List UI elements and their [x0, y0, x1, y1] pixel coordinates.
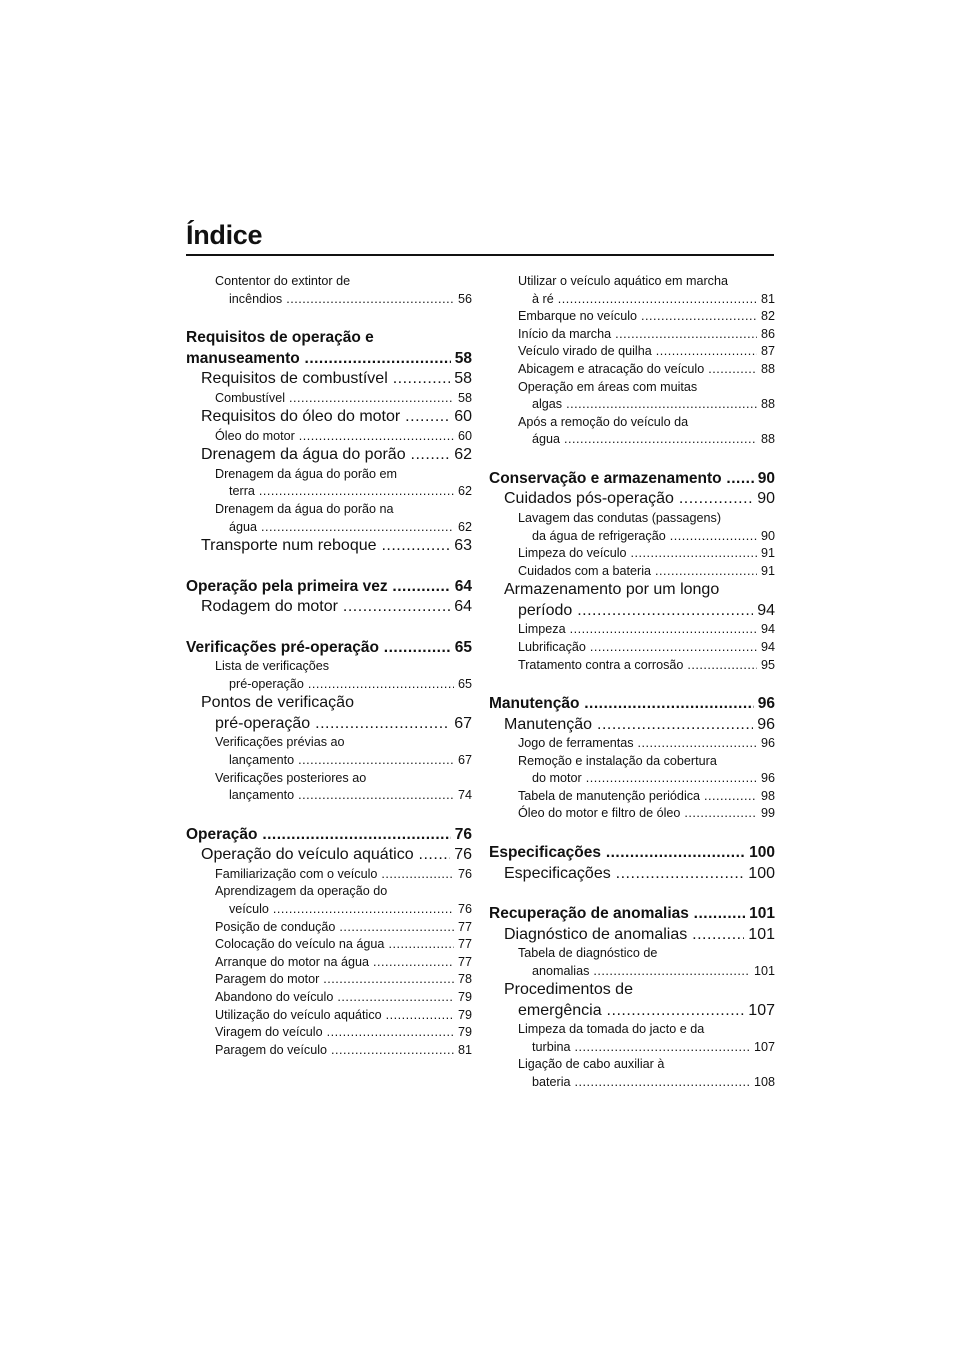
title-rule: [186, 254, 774, 256]
toc-subsection[interactable]: [489, 621, 775, 639]
toc-page-number: 96: [760, 771, 775, 786]
toc-page-number: 67: [457, 753, 472, 768]
toc-subsection[interactable]: [489, 510, 775, 545]
toc-entry-text: Tratamento contra a corrosão .....: [518, 657, 757, 675]
toc-subsection[interactable]: [186, 1007, 472, 1025]
toc-entry-text: Recuperação de anomalias .....: [489, 904, 745, 925]
toc-subsection[interactable]: [489, 735, 775, 753]
toc-page-number: 101: [749, 905, 775, 923]
toc-page-number: 62: [457, 519, 472, 534]
toc-entry-text: Início da marcha .....: [518, 326, 757, 344]
toc-section[interactable]: [186, 369, 472, 390]
toc-page-number: 76: [457, 866, 472, 881]
toc-entry-text: Após a remoção do veículo da: [518, 414, 689, 429]
toc-subsection[interactable]: [489, 563, 775, 581]
toc-subsection[interactable]: [489, 1056, 775, 1091]
toc-entry-text: à ré .....: [532, 291, 757, 309]
toc-entry-text: Viragem do veículo .....: [215, 1024, 454, 1042]
toc-entry-text: Manutenção .....: [489, 694, 754, 715]
toc-page-number: 64: [454, 598, 472, 616]
toc-entry-text: pré-operação .....: [215, 714, 450, 735]
toc-page-number: 94: [760, 622, 775, 637]
toc-entry-text: Verificações prévias ao: [215, 735, 345, 750]
toc-subsection[interactable]: [186, 1042, 472, 1060]
toc-subsection[interactable]: [489, 545, 775, 563]
toc-chapter[interactable]: [186, 577, 472, 598]
toc-page-number: 91: [760, 546, 775, 561]
toc-page-number: 56: [457, 291, 472, 306]
toc-entry-text: emergência .....: [518, 1001, 744, 1022]
toc-page-number: 98: [760, 788, 775, 803]
toc-subsection[interactable]: [186, 936, 472, 954]
toc-page-number: 79: [457, 1025, 472, 1040]
toc-page-number: 79: [457, 1007, 472, 1022]
toc-entry-text: Ligação de cabo auxiliar à: [518, 1057, 665, 1072]
toc-entry-text: Rodagem do motor .....: [201, 597, 450, 618]
toc-entry-text: Embarque no veículo .....: [518, 308, 757, 326]
toc-entry-text: Utilização do veículo aquático .....: [215, 1007, 454, 1025]
toc-entry-text: Aprendizagem da operação do: [215, 884, 388, 899]
toc-entry-text: Lavagem das condutas (passagens): [518, 510, 722, 525]
toc-page-number: 91: [760, 563, 775, 578]
toc-entry-text: anomalias .....: [532, 963, 750, 981]
toc-entry-text: Drenagem da água do porão na: [215, 502, 394, 517]
toc-entry-text: Cuidados com a bateria .....: [518, 563, 757, 581]
toc-entry-text: Verificações posteriores ao: [215, 770, 367, 785]
toc-chapter[interactable]: [489, 694, 775, 715]
toc-subsection[interactable]: [186, 866, 472, 884]
toc-entry-text: Tabela de manutenção periódica .....: [518, 788, 757, 806]
toc-page-number: 94: [757, 601, 775, 619]
toc-page-number: 101: [748, 925, 775, 943]
toc-section[interactable]: [489, 489, 775, 510]
toc-entry-text: Procedimentos de: [504, 981, 633, 999]
toc-entry-text: Paragem do motor .....: [215, 971, 454, 989]
toc-page-number: 95: [760, 657, 775, 672]
toc-subsection[interactable]: [186, 954, 472, 972]
toc-entry-text: bateria .....: [532, 1074, 750, 1092]
toc-entry-text: Verificações pré-operação .....: [186, 638, 451, 659]
toc-page-number: 60: [457, 428, 472, 443]
toc-page-number: 90: [757, 469, 775, 487]
toc-page-number: 65: [454, 638, 472, 656]
toc-subsection[interactable]: [186, 971, 472, 989]
toc-subsection[interactable]: [489, 361, 775, 379]
toc-entry-text: Abandono do veículo .....: [215, 989, 454, 1007]
toc-page-number: 67: [454, 714, 472, 732]
toc-page-number: 77: [457, 919, 472, 934]
toc-page-number: 77: [457, 954, 472, 969]
toc-page-number: 94: [760, 639, 775, 654]
toc-entry-text: Utilizar o veículo aquático em marcha: [518, 274, 728, 288]
toc-entry-text: Transporte num reboque .....: [201, 536, 450, 557]
toc-column-right: [489, 273, 775, 1092]
toc-entry-text: incêndios .....: [229, 291, 454, 309]
toc-column-left: [186, 273, 472, 1059]
toc-section[interactable]: [186, 536, 472, 557]
toc-chapter[interactable]: [489, 904, 775, 925]
toc-entry-text: Requisitos de operação e: [186, 329, 374, 347]
toc-page-number: 76: [454, 846, 472, 864]
toc-page-number: 88: [760, 432, 775, 447]
toc-page-number: 64: [454, 577, 472, 595]
toc-subsection[interactable]: [489, 657, 775, 675]
toc-entry-text: Requisitos de combustível .....: [201, 369, 450, 390]
toc-entry-text: lançamento .....: [229, 787, 454, 805]
toc-subsection[interactable]: [186, 466, 472, 501]
toc-subsection[interactable]: [186, 770, 472, 805]
toc-section[interactable]: [489, 580, 775, 621]
toc-section[interactable]: [489, 925, 775, 946]
toc-entry-text: Especificações .....: [489, 843, 745, 864]
toc-subsection[interactable]: [489, 788, 775, 806]
toc-page-number: 79: [457, 989, 472, 1004]
toc-subsection[interactable]: [489, 343, 775, 361]
toc-entry-text: Requisitos do óleo do motor .....: [201, 407, 450, 428]
toc-subsection[interactable]: [186, 428, 472, 446]
toc-page-number: 108: [753, 1075, 775, 1090]
toc-subsection[interactable]: [489, 945, 775, 980]
toc-page-number: 58: [457, 390, 472, 405]
toc-chapter[interactable]: [186, 825, 472, 846]
toc-entry-text: Familiarização com o veículo .....: [215, 866, 454, 884]
toc-page-number: 82: [760, 309, 775, 324]
toc-page-number: 76: [454, 825, 472, 843]
toc-subsection[interactable]: [489, 639, 775, 657]
toc-section[interactable]: [186, 693, 472, 734]
toc-entry-text: Drenagem da água do porão .....: [201, 445, 450, 466]
toc-subsection[interactable]: [186, 390, 472, 408]
toc-page-number: 78: [457, 972, 472, 987]
toc-page-number: 100: [748, 864, 775, 882]
toc-page-number: 81: [457, 1042, 472, 1057]
toc-entry-text: Operação em áreas com muitas: [518, 379, 698, 394]
toc-entry-text: Manutenção .....: [504, 715, 753, 736]
toc-entry-text: Lista de verificações: [215, 659, 330, 674]
toc-subsection[interactable]: [489, 805, 775, 823]
toc-subsection[interactable]: [489, 414, 775, 449]
toc-subsection[interactable]: [489, 379, 775, 414]
toc-page-number: 77: [457, 937, 472, 952]
toc-page-number: 76: [457, 902, 472, 916]
toc-subsection[interactable]: [186, 1024, 472, 1042]
toc-entry-text: Posição de condução .....: [215, 919, 454, 937]
toc-section[interactable]: [489, 715, 775, 736]
page-title: Índice: [186, 220, 263, 250]
toc-entry-text: Limpeza do veículo .....: [518, 545, 757, 563]
toc-entry-text: da água de refrigeração .....: [532, 528, 757, 546]
toc-entry-text: Operação .....: [186, 825, 451, 846]
toc-entry-text: Cuidados pós-operação .....: [504, 489, 753, 510]
toc-section[interactable]: [186, 845, 472, 866]
toc-page-number: 99: [760, 806, 775, 821]
toc-entry-text: Conservação e armazenamento .....: [489, 469, 754, 490]
toc-page-number: 62: [457, 484, 472, 499]
toc-entry-text: água .....: [532, 431, 757, 449]
toc-section[interactable]: [186, 445, 472, 466]
toc-page-number: 107: [753, 1039, 775, 1054]
toc-page-number: 62: [454, 446, 472, 464]
toc-entry-text: Pontos de verificação: [201, 694, 354, 712]
toc-page-number: 90: [757, 490, 775, 508]
toc-subsection[interactable]: [186, 501, 472, 536]
toc-subsection[interactable]: [489, 308, 775, 326]
toc-entry-text: Lubrificação .....: [518, 639, 757, 657]
toc-entry-text: veículo .....: [229, 901, 454, 919]
toc-subsection[interactable]: [186, 883, 472, 918]
toc-page-number: 74: [457, 788, 472, 803]
toc-entry-text: algas .....: [532, 396, 757, 414]
toc-subsection[interactable]: [489, 1021, 775, 1056]
toc-entry-text: Veículo virado de quilha .....: [518, 343, 757, 361]
toc-page-number: 60: [454, 408, 472, 426]
toc-entry-text: Especificações .....: [504, 864, 744, 885]
toc-entry-text: Armazenamento por um longo: [504, 581, 720, 599]
toc-entry-text: lançamento .....: [229, 752, 454, 770]
toc-subsection[interactable]: [489, 326, 775, 344]
toc-entry-text: Colocação do veículo na água .....: [215, 936, 454, 954]
toc-subsection[interactable]: [186, 734, 472, 769]
toc-entry-text: Paragem do veículo .....: [215, 1042, 454, 1060]
toc-page-number: 88: [760, 361, 775, 376]
toc-page-number: 63: [454, 537, 472, 555]
toc-chapter[interactable]: [489, 469, 775, 490]
toc-subsection[interactable]: [186, 989, 472, 1007]
toc-page-number: 90: [760, 528, 775, 543]
toc-entry-text: Operação pela primeira vez .....: [186, 577, 451, 598]
toc-page-number: 96: [757, 715, 775, 733]
toc-section[interactable]: [186, 597, 472, 618]
toc-subsection[interactable]: [186, 273, 472, 308]
toc-entry-text: Diagnóstico de anomalias .....: [504, 925, 744, 946]
toc-entry-text: Combustível .....: [215, 390, 454, 408]
toc-page-number: 87: [760, 344, 775, 359]
toc-entry-text: pré-operação .....: [229, 676, 454, 694]
toc-section[interactable]: [489, 864, 775, 885]
toc-page-number: 88: [760, 397, 775, 412]
toc-entry-text: Remoção e instalação da cobertura: [518, 753, 717, 768]
toc-page-number: 81: [760, 291, 775, 306]
toc-entry-text: Operação do veículo aquático .....: [201, 845, 450, 866]
toc-subsection[interactable]: [489, 273, 775, 308]
toc-entry-text: turbina .....: [532, 1039, 750, 1057]
toc-entry-text: manuseamento .....: [186, 349, 451, 370]
toc-page-number: 107: [748, 1001, 775, 1019]
toc-chapter[interactable]: [186, 328, 472, 369]
toc-chapter[interactable]: [186, 638, 472, 659]
toc-page-number: 96: [757, 695, 775, 713]
toc-subsection[interactable]: [186, 658, 472, 693]
toc-page-number: 65: [457, 676, 472, 691]
toc-page-number: 101: [753, 963, 775, 978]
toc-entry-text: Arranque do motor na água .....: [215, 954, 454, 972]
toc-entry-text: terra .....: [229, 483, 454, 501]
toc-section[interactable]: [186, 407, 472, 428]
toc-entry-text: Tabela de diagnóstico de: [518, 946, 658, 961]
toc-entry-text: Drenagem da água do porão em: [215, 466, 398, 481]
toc-entry-text: Jogo de ferramentas .....: [518, 735, 757, 753]
toc-section[interactable]: [489, 980, 775, 1021]
toc-entry-text: Óleo do motor .....: [215, 428, 454, 446]
toc-page-number: 96: [760, 736, 775, 751]
toc-entry-text: Limpeza da tomada do jacto e da: [518, 1022, 705, 1037]
toc-entry-text: Óleo do motor e filtro de óleo .....: [518, 805, 757, 823]
toc-entry-text: Limpeza .....: [518, 621, 757, 639]
toc-entry-text: do motor .....: [532, 770, 757, 788]
toc-subsection[interactable]: [186, 919, 472, 937]
toc-page-number: 58: [454, 349, 472, 367]
toc-entry-text: água .....: [229, 519, 454, 537]
toc-page-number: 100: [749, 844, 775, 862]
toc-subsection[interactable]: [489, 753, 775, 788]
toc-page-number: 86: [760, 326, 775, 341]
toc-entry-text: período .....: [518, 601, 753, 622]
toc-page-number: 58: [454, 370, 472, 388]
toc-entry-text: Contentor do extintor de: [215, 274, 351, 288]
toc-entry-text: Abicagem e atracação do veículo .....: [518, 361, 757, 379]
toc-chapter[interactable]: [489, 843, 775, 864]
